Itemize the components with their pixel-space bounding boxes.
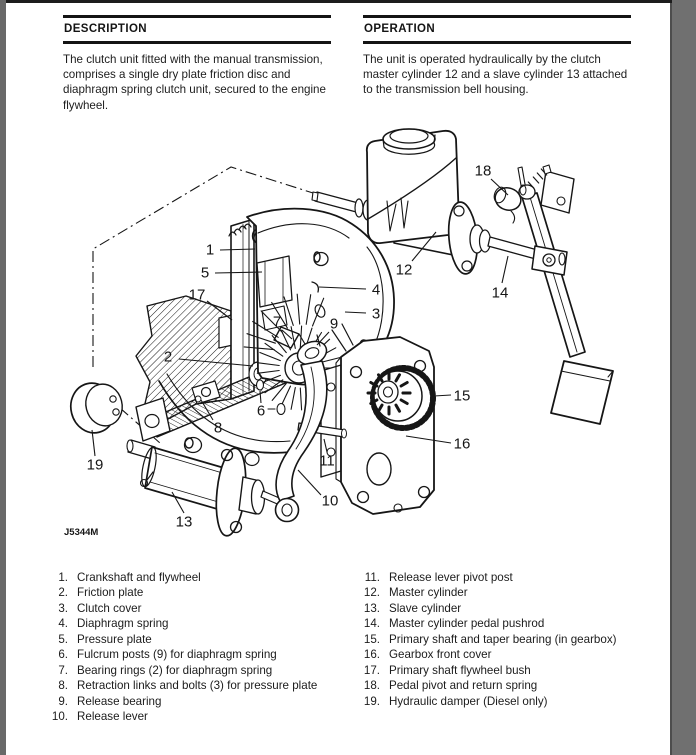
callout-number: 11 (319, 452, 335, 470)
callout-number: 5 (200, 264, 210, 282)
part-number: 1. (58, 571, 68, 584)
part-number: 13. (363, 601, 380, 615)
part-name: Retraction links and bolts (3) for pressure plate (77, 679, 318, 693)
part-name: Fulcrum posts (9) for diaphragm spring (77, 648, 277, 662)
figure-code: J5344M (64, 527, 99, 538)
callout-leader (215, 272, 262, 273)
callout-number: 8 (213, 419, 223, 437)
part-number: 4. (58, 617, 68, 631)
part-number: 12. (363, 586, 380, 600)
callout-number: 12 (395, 261, 413, 279)
callout-leader (434, 395, 451, 396)
part-number: 16. (363, 648, 380, 662)
part-number: 11. (364, 571, 380, 584)
part-name: Master cylinder (389, 586, 468, 600)
parts-list-item (46, 647, 317, 662)
bearing-hub (378, 381, 398, 403)
parts-list-left (46, 570, 317, 725)
part-name: Slave cylinder (389, 601, 462, 615)
parts-list-item (358, 678, 616, 693)
slave-cylinder (127, 440, 284, 537)
part-name: Master cylinder pedal pushrod (389, 617, 545, 631)
part-number: 15. (363, 632, 380, 646)
parts-list-item (46, 616, 317, 631)
callout-number: 18 (474, 162, 492, 180)
callout-number: 10 (321, 492, 339, 510)
section-title: OPERATION (363, 15, 631, 44)
parts-list-right (358, 570, 616, 709)
part-name: Release bearing (77, 694, 162, 708)
callout-number: 4 (371, 281, 381, 299)
callout-number: 15 (453, 387, 471, 405)
part-name: Primary shaft flywheel bush (389, 663, 531, 677)
parts-list-item (46, 585, 317, 600)
parts-list-item (358, 601, 616, 616)
callout-number: 2 (163, 348, 173, 366)
part-number: 18. (363, 679, 380, 693)
parts-list-item (46, 570, 317, 585)
callout-number: 7 (272, 313, 282, 331)
part-number: 7. (58, 663, 68, 677)
part-name: Pedal pivot and return spring (389, 679, 538, 693)
callout-number: 9 (329, 315, 339, 333)
section-body: The unit is operated hydraulically by the clutch master cylinder 12 and a slave cylinder 13 attached to the transmission bell housing. (363, 53, 628, 97)
part-name: Crankshaft and flywheel (77, 571, 201, 584)
part-name: Release lever (77, 710, 148, 724)
parts-list-item (358, 694, 616, 709)
parts-list-item (46, 709, 317, 724)
part-number: 9. (58, 694, 68, 708)
parts-list-item (358, 570, 616, 585)
parts-list-item (46, 601, 317, 616)
part-name: Bearing rings (2) for diaphragm spring (77, 663, 273, 677)
callout-number: 14 (491, 284, 509, 302)
parts-list-item (358, 585, 616, 600)
part-number: 14. (363, 617, 380, 631)
callout-number: 13 (175, 513, 193, 531)
part-number: 10. (51, 710, 68, 724)
part-number: 3. (58, 601, 68, 615)
parts-list-item (358, 632, 616, 647)
parts-list-item (46, 663, 317, 678)
callout-number: 3 (371, 305, 381, 323)
callout-number: 19 (86, 456, 104, 474)
section-body: The clutch unit fitted with the manual transmission, comprises a single dry plate friction disc and diaphragm spring clutch unit, secured to the engine flywheel. (63, 53, 326, 112)
callout-number: 6 (256, 402, 266, 420)
part-number: 5. (58, 632, 68, 646)
part-name: Release lever pivot post (389, 571, 513, 584)
part-name: Primary shaft and taper bearing (in gearbox) (389, 632, 617, 646)
parts-list-item (358, 663, 616, 678)
parts-list-item (358, 616, 616, 631)
parts-list-item (46, 632, 317, 647)
callout-number: 17 (188, 286, 206, 304)
part-number: 2. (58, 586, 68, 600)
callout-leader (298, 470, 321, 495)
part-name: Gearbox front cover (389, 648, 492, 662)
part-number: 6. (58, 648, 68, 662)
part-name: Pressure plate (77, 632, 152, 646)
part-name: Friction plate (77, 586, 144, 600)
callout-number: 1 (205, 241, 215, 259)
part-name: Clutch cover (77, 601, 142, 615)
section-title: DESCRIPTION (63, 15, 331, 44)
clutch-pedal (492, 165, 613, 424)
part-number: 8. (58, 679, 68, 693)
callout-number: 16 (453, 435, 471, 453)
part-number: 17. (363, 663, 380, 677)
part-number: 19. (363, 694, 380, 708)
hydraulic-damper (66, 378, 127, 437)
callout-leader (502, 256, 508, 283)
parts-list-item (46, 694, 317, 709)
part-name: Hydraulic damper (Diesel only) (389, 694, 548, 708)
parts-list-item (358, 647, 616, 662)
part-name: Diaphragm spring (77, 617, 169, 631)
parts-list-item (46, 678, 317, 693)
callout-leader (92, 430, 95, 456)
